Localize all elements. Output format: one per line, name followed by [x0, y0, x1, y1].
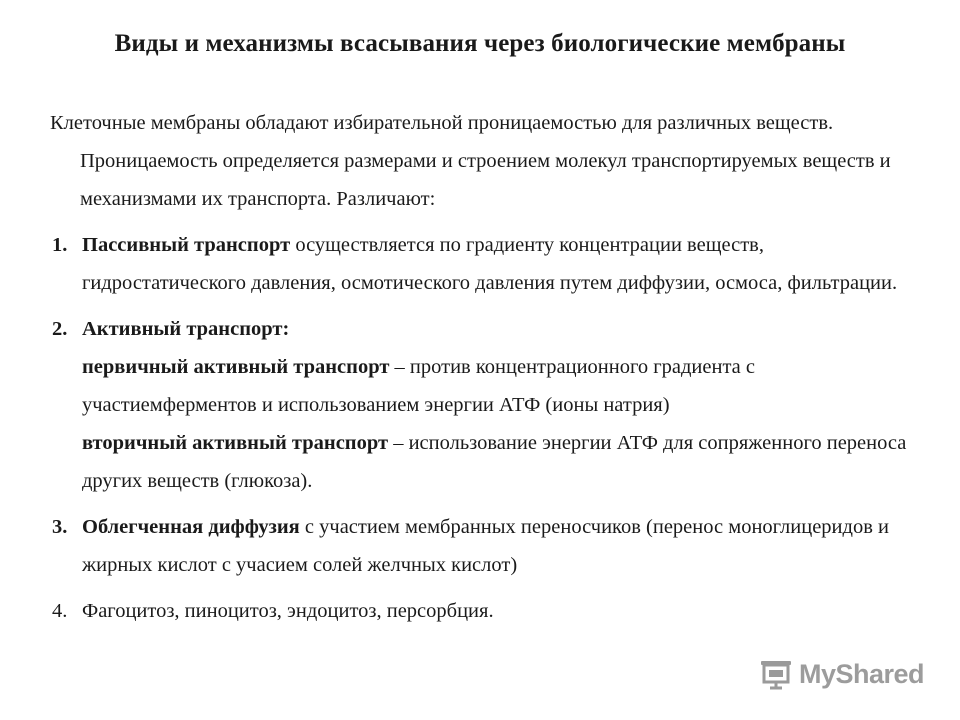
watermark-text: MyShared [798, 658, 924, 689]
secondary-active-transport-description: – использование энергии АТФ для сопряженного переноса других веществ (глюкоза). [82, 432, 907, 492]
term-secondary-active-transport: вторичный активный транспорт [82, 432, 389, 454]
term-passive-transport: Пассивный транспорт [82, 234, 291, 256]
list-number: 2. [52, 318, 68, 340]
watermark-logo [759, 658, 924, 690]
slide-body [52, 104, 912, 638]
term-facilitated-diffusion: Облегченная диффузия [82, 516, 300, 538]
primary-active-transport-description: – против концентрационного градиента с участиемферментов и использованием энергии АТФ (ионы натрия) [82, 356, 756, 416]
projector-screen-icon [759, 658, 793, 690]
intro-paragraph: Клеточные мембраны обладают избирательной проницаемостью для различных веществ. Проницаемость определяется размерами и строением молекул транспортируемых веществ и механизмами их транспорта. Различают: [50, 112, 891, 210]
page-title: Виды и механизмы всасывания через биологические мембраны [114, 30, 846, 57]
list-item-1 [52, 226, 912, 302]
list-item-text: Фагоцитоз, пиноцитоз, эндоцитоз, персорбция. [82, 600, 494, 622]
list-number: 3. [52, 516, 68, 538]
term-active-transport: Активный транспорт: [82, 318, 290, 340]
term-primary-active-transport: первичный активный транспорт [82, 356, 390, 378]
list-item-text [82, 226, 912, 302]
secondary-active-transport-paragraph [82, 424, 912, 500]
list-number: 1. [52, 234, 68, 256]
list-item-3 [52, 508, 912, 584]
list-item-text [82, 508, 912, 584]
list-item-2 [52, 310, 912, 500]
list-item-4 [52, 592, 912, 630]
list-number: 4. [52, 600, 68, 622]
list-item-text [82, 310, 912, 500]
passive-transport-description: осуществляется по градиенту концентрации веществ, гидростатического давления, осмотического давления путем диффузии, осмоса, фильтрации. [82, 234, 898, 294]
primary-active-transport-paragraph [82, 348, 912, 424]
facilitated-diffusion-description: с участием мембранных переносчиков (перенос моноглицеридов и жирных кислот с учасием солей желчных кислот) [82, 516, 889, 576]
